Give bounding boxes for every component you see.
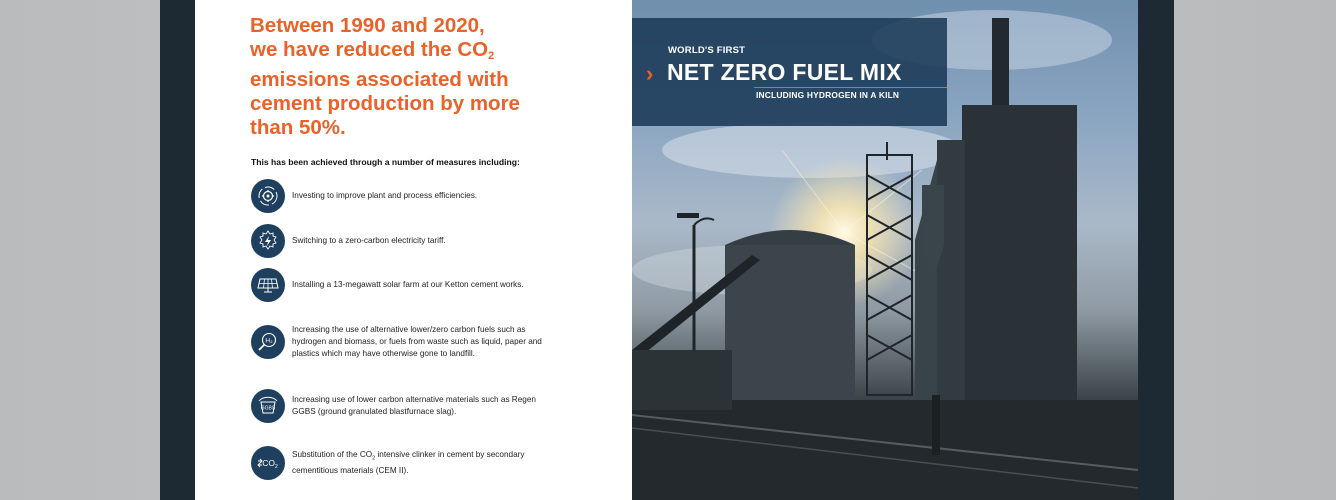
measure-text: Installing a 13-megawatt solar farm at our Ketton cement works. xyxy=(292,280,524,289)
ggbs-bucket-icon xyxy=(251,389,285,423)
measure-item xyxy=(251,224,552,258)
measure-item xyxy=(251,268,552,302)
measure-text: Increasing use of lower carbon alternative materials such as Regen GGBS (ground granulated blastfurnace slag). xyxy=(292,395,536,416)
svg-text:H₂: H₂ xyxy=(265,337,273,345)
co2-exchange-icon xyxy=(251,446,285,480)
solar-panel-icon xyxy=(251,268,285,302)
net-zero-banner xyxy=(632,18,947,126)
banner-kicker: WORLD'S FIRST xyxy=(668,45,746,56)
headline: Between 1990 and 2020, we have reduced the $CO_2$ emissions associated with cement production by more than 50%. xyxy=(250,14,520,139)
banner-divider xyxy=(754,87,947,88)
hydrogen-magnifier-icon xyxy=(251,325,285,359)
measure-text: Substitution of the $CO_2$ intensive clinker in cement by secondary cementitious materials (CEM II). xyxy=(292,450,525,475)
measure-text: Increasing the use of alternative lower/zero carbon fuels such as hydrogen and biomass, or fuels from waste such as liquid, paper and plastics which may have otherwise gone to landfill. xyxy=(292,325,542,358)
svg-text:CO2: $CO_2$ xyxy=(262,458,278,470)
measure-item xyxy=(251,389,552,423)
measures-intro: This has been achieved through a number of measures including: xyxy=(251,157,520,167)
svg-text:GGBS: GGBS xyxy=(260,405,276,412)
measure-text: Investing to improve plant and process efficiencies. xyxy=(292,191,478,200)
measure-item xyxy=(251,324,552,360)
banner-subtitle: INCLUDING HYDROGEN IN A KILN xyxy=(756,90,900,100)
measure-item xyxy=(251,446,552,480)
measure-text: Switching to a zero-carbon electricity tariff. xyxy=(292,236,446,245)
lightning-bolt-icon xyxy=(251,224,285,258)
gear-cycle-icon xyxy=(251,179,285,213)
measure-item xyxy=(251,179,552,213)
banner-title: NET ZERO FUEL MIX xyxy=(667,59,902,85)
chevron-right-icon: › xyxy=(646,61,654,86)
